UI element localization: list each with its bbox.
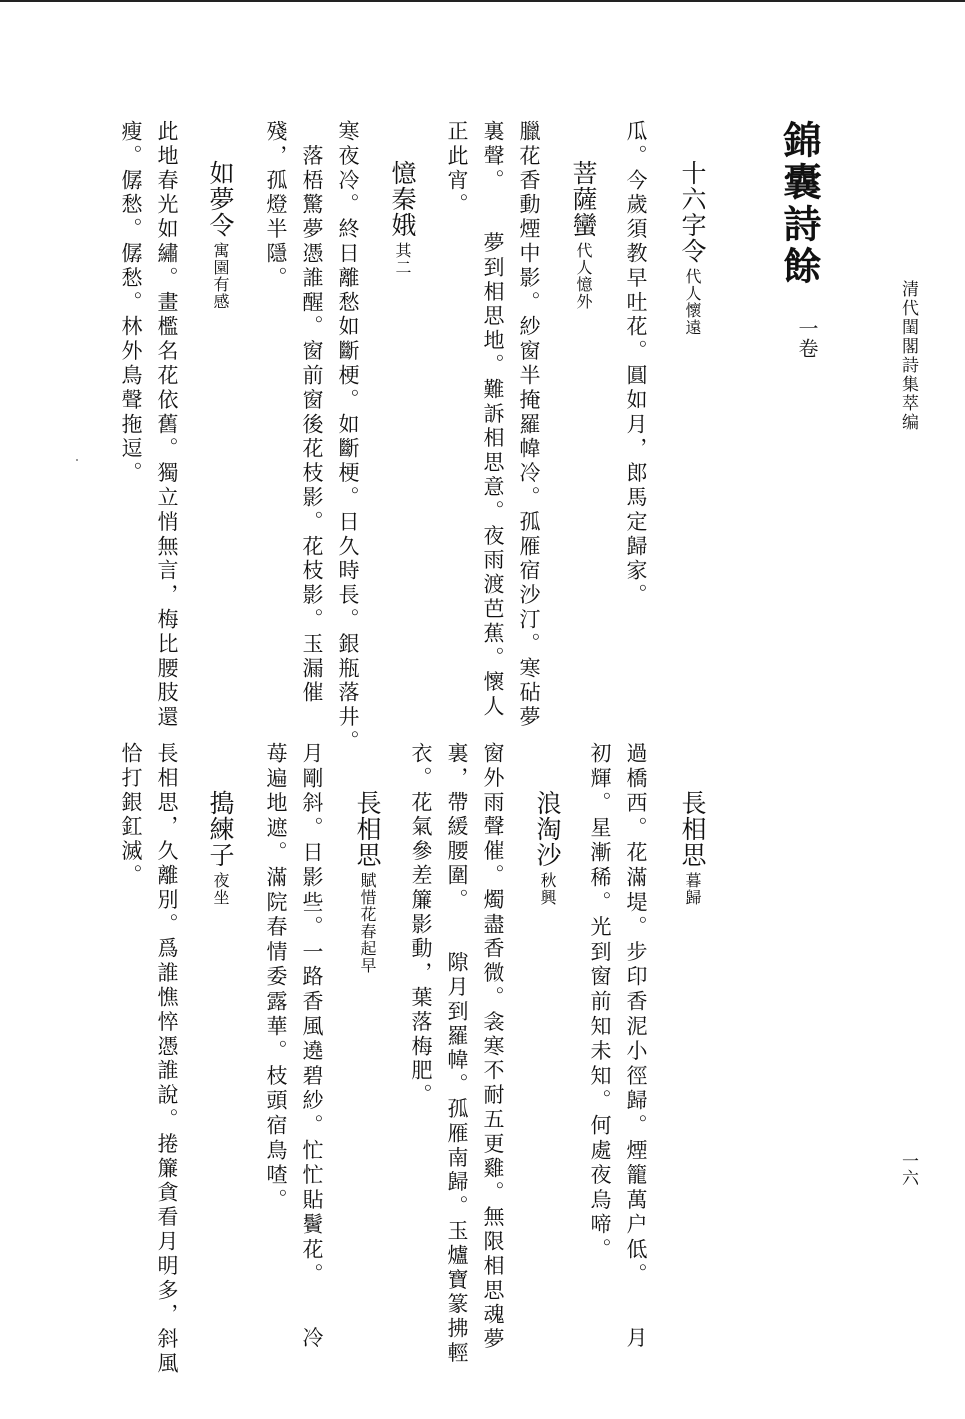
tune-subtitle: 暮歸: [683, 872, 702, 906]
tune-name: 搗練子: [206, 790, 235, 868]
running-head: 清代閨閣詩集萃编: [898, 280, 918, 432]
poem-title: [208, 790, 233, 906]
poem-title: [390, 160, 415, 276]
poem-line: 正此宵。: [445, 120, 469, 218]
tune-name: 菩薩蠻: [569, 160, 598, 238]
tune-name: 十六字令: [678, 160, 707, 264]
tune-subtitle: 夜坐: [211, 872, 230, 906]
poem-line: 長相思，久離別。爲誰憔悴憑誰說。捲簾貪看月明多，斜風: [155, 742, 179, 1377]
tune-subtitle: 代人懷遠: [683, 268, 702, 336]
tune-subtitle: 秋興: [538, 872, 557, 906]
book-title: 錦囊詩餘: [777, 120, 822, 288]
poem-line: 恰打銀釭滅。: [119, 742, 143, 889]
stray-mark: [76, 459, 78, 461]
top-rule: [0, 0, 965, 2]
poem-title: [208, 160, 233, 310]
poem-line: 苺遍地遮。滿院春情委露華。枝頭宿鳥喳。: [264, 742, 288, 1214]
poem-title: [355, 790, 380, 974]
poem-line: 此地春光如繡。畫檻名花依舊。獨立悄無言，梅比腰肢還: [155, 120, 179, 730]
tune-subtitle: 其二: [393, 242, 412, 276]
poem-line: 瓜。今歲須教早吐花。圓如月，郎馬定歸家。: [624, 120, 648, 608]
poem-line: 瘦。僝愁。僝愁。林外鳥聲拖逗。: [119, 120, 143, 486]
tune-name: 憶秦娥: [388, 160, 417, 238]
poem-line: 裏，帶緩腰圍。 隙月到羅幃。孤雁南歸。玉爐寶篆拂輕: [445, 742, 469, 1366]
poem-line: 月剛斜。日影些。一路香風遶碧紗。忙忙貼鬢花。 冷: [300, 742, 324, 1352]
poem-title: [680, 160, 705, 336]
volume-label: 一卷: [795, 318, 819, 358]
poem-line: 過橋西。花滿堤。步印香泥小徑歸。煙籠萬户低。 月: [624, 742, 648, 1352]
tune-subtitle: 代人憶外: [574, 242, 593, 310]
tune-name: 長相思: [678, 790, 707, 868]
poem-line: 落梧驚夢憑誰醒。窗前窗後花枝影。花枝影。玉漏催: [300, 120, 324, 706]
poem-line: 寒夜冷。終日離愁如斷梗。如斷梗。日久時長。銀瓶落井。: [336, 120, 360, 755]
page-number: 一六: [898, 1152, 918, 1186]
poem-line: 窗外雨聲催。燭盡香微。衾寒不耐五更雞。無限相思魂夢: [481, 742, 505, 1352]
poem-line: 裏聲。 夢到相思地。難訴相思意。夜雨渡芭蕉。懷人: [481, 120, 505, 720]
tune-subtitle: 賦惜花春起早: [358, 872, 377, 974]
poem-title: [571, 160, 596, 310]
tune-name: 浪淘沙: [533, 790, 562, 868]
tune-subtitle: 寓園有感: [211, 242, 230, 310]
poem-line: 臘花香動煙中影。紗窗半掩羅幃冷。孤雁宿沙汀。寒砧夢: [517, 120, 541, 730]
poem-title: [680, 790, 705, 906]
poem-line: 初輝。星漸稀。光到窗前知未知。何處夜烏啼。: [588, 742, 612, 1263]
tune-name: 長相思: [353, 790, 382, 868]
poem-title: [535, 790, 560, 906]
poem-line: 殘，孤燈半隱。: [264, 120, 288, 291]
tune-name: 如夢令: [206, 160, 235, 238]
poem-line: 衣。花氣參差簾影動，葉落梅肥。: [409, 742, 433, 1108]
